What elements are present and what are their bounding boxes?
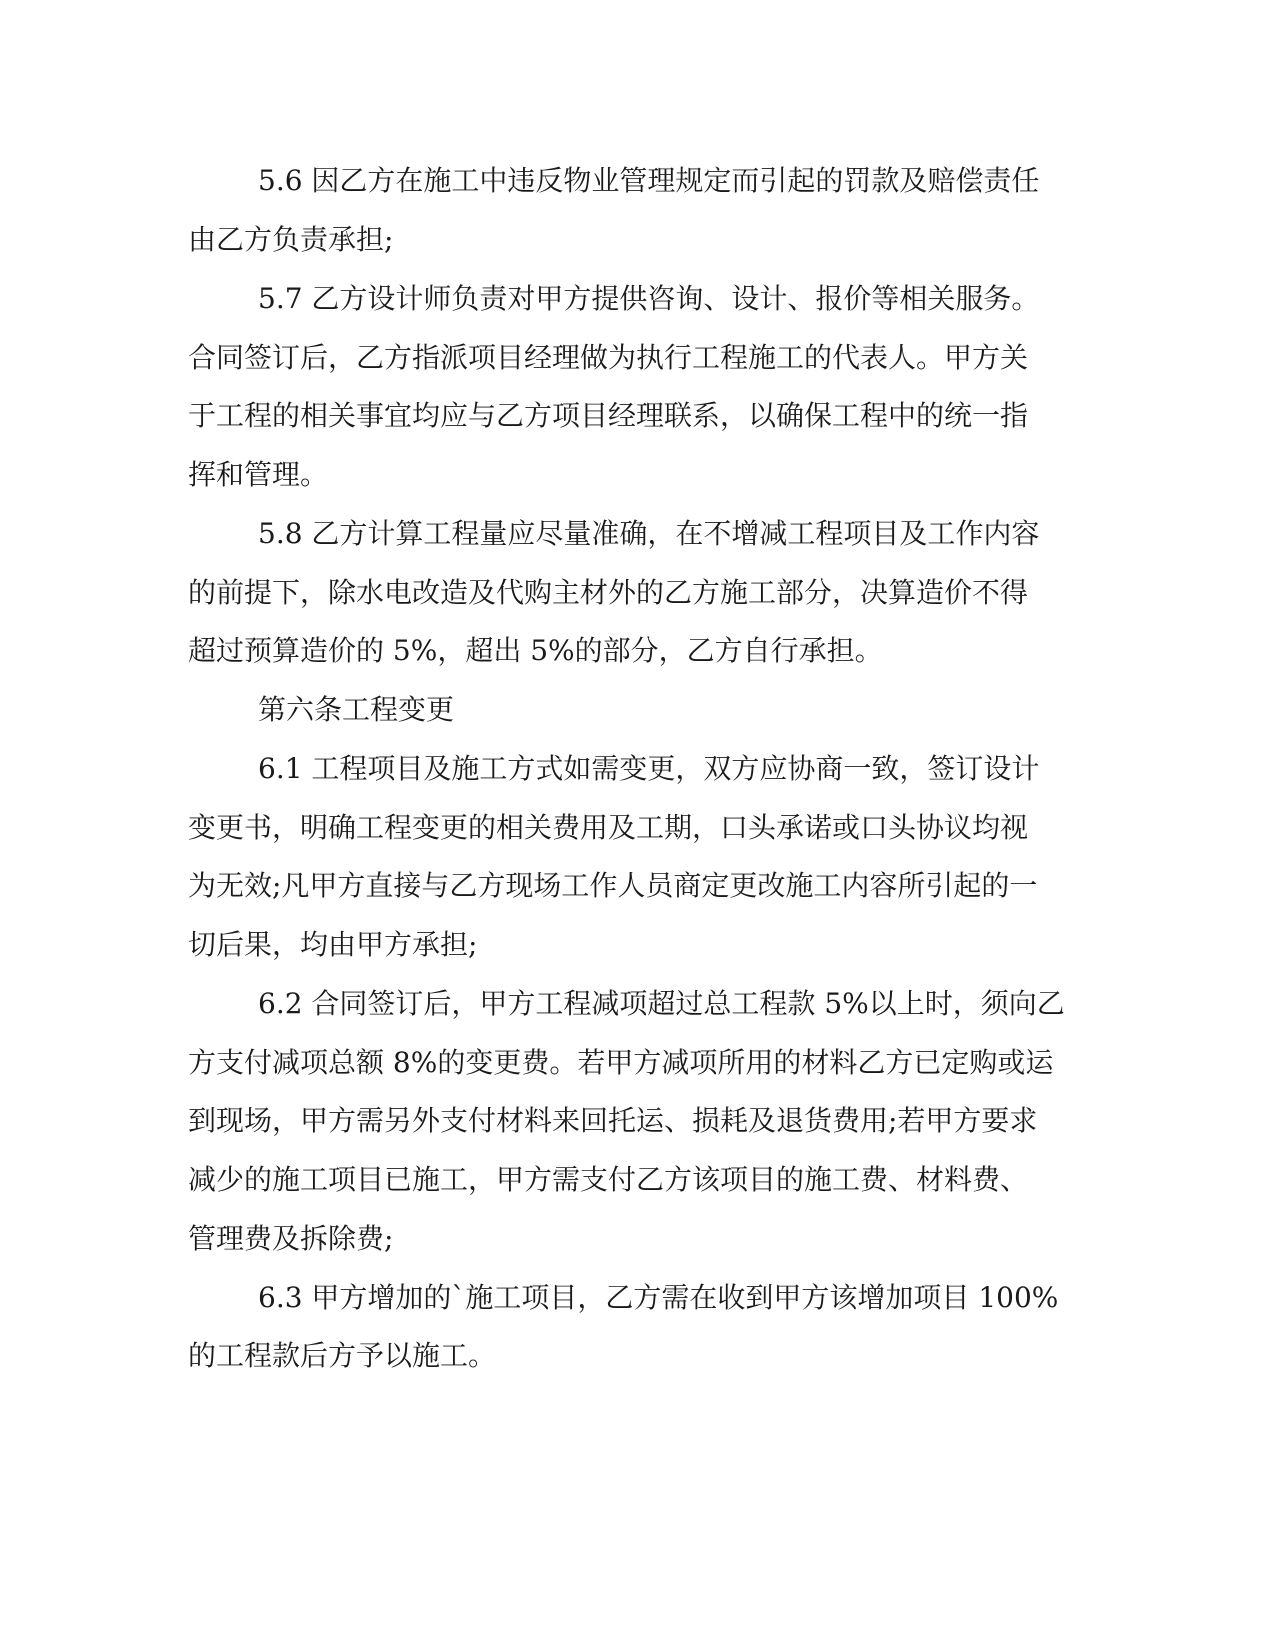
clause-6-1-line-1: 6.1 工程项目及施工方式如需变更，双方应协商一致，签订设计: [258, 752, 1040, 785]
clause-5-7-line-1: 5.7 乙方设计师负责对甲方提供咨询、设计、报价等相关服务。: [258, 282, 1040, 315]
clause-6-1-line-4: 切后果，均由甲方承担;: [188, 928, 478, 961]
clause-5-7-line-4: 挥和管理。: [188, 458, 329, 491]
clause-6-2-line-5: 管理费及拆除费;: [188, 1222, 394, 1255]
clause-6-2-line-1: 6.2 合同签订后，甲方工程减项超过总工程款 5%以上时，须向乙: [258, 987, 1065, 1020]
clause-5-6-line-1: 5.6 因乙方在施工中违反物业管理规定而引起的罚款及赔偿责任: [258, 164, 1040, 197]
clause-6-3-line-1: 6.3 甲方增加的`施工项目，乙方需在收到甲方该增加项目 100%: [258, 1281, 1059, 1314]
clause-5-7-line-2: 合同签订后，乙方指派项目经理做为执行工程施工的代表人。甲方关: [188, 341, 1029, 374]
clause-5-8-line-1: 5.8 乙方计算工程量应尽量准确，在不增减工程项目及工作内容: [258, 517, 1040, 550]
clause-6-1-line-3: 为无效;凡甲方直接与乙方现场工作人员商定更改施工内容所引起的一: [188, 869, 1038, 902]
clause-5-7-line-3: 于工程的相关事宜均应与乙方项目经理联系，以确保工程中的统一指: [188, 399, 1029, 432]
clause-6-3-line-2: 的工程款后方予以施工。: [188, 1339, 497, 1372]
clause-5-8-line-3: 超过预算造价的 5%，超出 5%的部分，乙方自行承担。: [188, 634, 883, 667]
clause-6-2-line-3: 到现场，甲方需另外支付材料来回托运、损耗及退货费用;若甲方要求: [188, 1104, 1038, 1137]
clause-5-8-line-2: 的前提下，除水电改造及代购主材外的乙方施工部分，决算造价不得: [188, 576, 1029, 609]
section-heading-article-6: 第六条工程变更: [258, 693, 455, 726]
clause-5-6-line-2: 由乙方负责承担;: [188, 223, 394, 256]
clause-6-1-line-2: 变更书，明确工程变更的相关费用及工期，口头承诺或口头协议均视: [188, 811, 1029, 844]
clause-6-2-line-2: 方支付减项总额 8%的变更费。若甲方减项所用的材料乙方已定购或运: [188, 1046, 1054, 1079]
clause-6-2-line-4: 减少的施工项目已施工，甲方需支付乙方该项目的施工费、材料费、: [188, 1163, 1029, 1196]
